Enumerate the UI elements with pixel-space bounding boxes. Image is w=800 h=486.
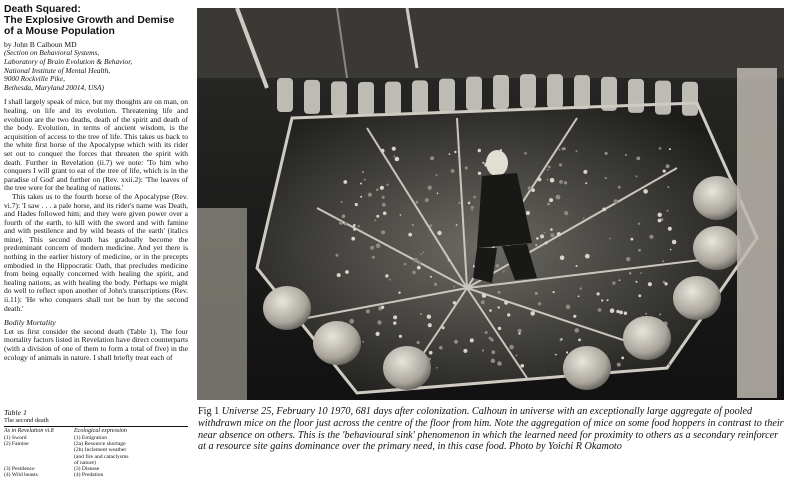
mouse-speck [509,345,514,350]
water-bottle [466,77,482,111]
mouse-speck [343,222,345,224]
mouse-speck [507,313,510,316]
mouse-speck [626,257,630,261]
mouse-speck [393,155,395,157]
back-wall [197,8,784,78]
food-hopper-jar [263,286,311,330]
mouse-speck [430,276,432,278]
table-cell: (3) Pestilence [4,466,35,473]
mouse-speck [398,292,400,294]
water-bottle [439,79,455,113]
table-subtitle: The second death [4,417,188,427]
mouse-speck [458,202,460,204]
mouse-speck [437,192,439,194]
mouse-speck [343,180,347,184]
affiliation-line: Bethesda, Maryland 20014, USA) [4,82,104,92]
table-row [4,472,188,478]
mouse-speck [516,355,518,357]
paragraph: I shall largely speak of mice, but my thoughts are on man, on healing, on life and its evolution. Threatening life and evolution are the two deaths, death of the spirit and death of the body. Evolution, in terms of ancient wisdom, is the acquisition of access to the tree of life. This takes us back to the white first horse of the Apocalypse which with its rider set out to conquer the forces that threaten the spirit with death. Further in Revelation (ii.7) we note: 'To him who conquers I will grant to eat of the tree of life, which is in the paradise of God' and further on (Rev. xxii.2): 'The leaves of the tree were for the healing of nations.' [4,97,188,193]
mouse-speck [562,147,565,150]
table-header-col1: As in Revelation vi.8 [4,428,54,434]
mouse-speck [566,351,568,353]
mouse-speck [358,225,360,227]
mouse-speck [372,256,375,259]
mouse-speck [555,354,557,356]
table-cell: (and fire and cataclysms [74,453,129,460]
mouse-speck [413,258,418,263]
mouse-speck [667,210,669,212]
water-bottle [547,74,563,108]
mouse-speck [381,306,384,309]
mouse-speck [376,243,381,248]
mouse-speck [672,240,677,245]
food-hopper-jar [693,176,741,220]
mouse-speck [547,179,549,181]
mouse-speck [659,147,662,150]
mouse-speck [524,152,527,155]
mouse-speck [482,162,484,164]
table-cell: (4) Predation [74,472,104,479]
mouse-speck [449,153,451,155]
mouse-speck [376,189,379,192]
food-hopper-jar [673,276,721,320]
mouse-speck [658,213,662,217]
mouse-speck [482,349,484,351]
mouse-speck [362,341,364,343]
mouse-speck [489,309,492,312]
food-hopper-jar [563,346,611,390]
paragraph: This takes us to the fourth horse of the Apocalypse (Rev. vi.7): 'I saw . . . a pale horse, and its rider's name was Death, and Hades followed him; and they were given power over a fourth of the earth, to kill with the sword and with famine and with pestilence and by wild beasts of the earth' (italics mine). This second death has gradually become the predominant concern of modern medicine. And yet there is nothing in the earlier history of medicine, or in the precepts embodied in the Hippocratic Oath, that precludes medicine from being equally concerned with healing the spirit, and healing nations, as with healing the body. Perhaps we might do well to reflect upon another of John's transcriptions (Rev. ii.11): 'He who conquers shall not be hurt by the second death.' [4,191,188,313]
mouse-speck [368,193,372,197]
mouse-speck [415,201,418,204]
water-bottle [277,78,293,112]
mouse-speck [436,174,438,176]
mouse-speck [425,198,429,202]
mouse-speck [528,186,532,190]
affiliation-line: (Section on Behavioral Systems, [4,48,100,58]
mouse-speck [473,196,476,199]
mouse-speck [605,152,608,155]
title-line-2: The Explosive Growth and Demise [4,15,175,27]
mouse-speck [610,308,615,313]
title-line-1: Death Squared: [4,4,81,15]
mouse-speck [535,244,537,246]
mouse-speck [638,223,640,225]
mouse-speck [392,147,396,151]
mouse-speck [337,273,341,277]
mouse-speck [559,163,562,166]
mouse-speck [451,169,455,173]
mouse-speck [576,265,578,267]
mouse-speck [602,208,606,212]
table-body [4,435,188,478]
mouse-speck [578,295,580,297]
affiliation [4,49,188,92]
mouse-speck [521,364,525,368]
mouse-speck [336,254,339,257]
table-header [4,428,188,435]
affiliation-line: 9000 Rockville Pike, [4,74,65,84]
mouse-speck [404,263,407,266]
water-bottle [628,79,644,113]
mouse-speck [353,224,356,227]
mouse-speck [585,182,587,184]
mouse-speck [400,214,402,216]
mouse-speck [478,149,481,152]
universe-25-photo [197,8,784,400]
mouse-speck [393,321,396,324]
mouse-speck [453,301,456,304]
mouse-speck [491,359,495,363]
mouse-speck [495,264,499,268]
mouse-speck [566,305,571,310]
food-hopper-jar [383,346,431,390]
mouse-speck [548,166,551,169]
mouse-speck [503,270,505,272]
mouse-speck [498,291,501,294]
mouse-speck [663,170,666,173]
mouse-speck [360,183,362,185]
mouse-speck [342,214,346,218]
water-bottle [304,80,320,114]
mouse-speck [550,233,554,237]
mouse-speck [381,230,385,234]
mouse-speck [607,299,609,301]
water-bottle [385,82,401,116]
mouse-speck [417,341,420,344]
mouse-speck [393,315,397,319]
mouse-speck [538,178,542,182]
figure-label: Fig 1 [198,406,220,417]
mouse-speck [386,184,388,186]
table-cell: (2) Famine [4,441,29,448]
mouse-speck [351,237,355,241]
mouse-speck [531,188,535,192]
mouse-speck [422,251,424,253]
mouse-speck [585,254,590,259]
table-cell: of nature) [74,459,96,466]
mouse-speck [536,237,539,240]
water-bottle [520,74,536,108]
mouse-speck [408,233,412,237]
mouse-speck [668,363,670,365]
mouse-speck [550,228,553,231]
mouse-speck [553,291,555,293]
mouse-speck [381,149,385,153]
mouse-speck [471,210,473,212]
mouse-speck [376,332,380,336]
mouse-speck [559,149,561,151]
mouse-speck [353,228,356,231]
mouse-speck [382,203,386,207]
table-cell: (2a) Resource shortage [74,441,126,448]
mouse-speck [355,203,358,206]
mouse-speck [427,315,431,319]
mouse-speck [412,271,416,275]
mouse-speck [437,231,441,235]
mouse-speck [376,215,379,218]
mouse-speck [478,172,481,175]
mouse-speck [463,349,467,353]
mouse-speck [442,326,445,329]
mouse-speck [557,232,561,236]
mouse-speck [364,179,366,181]
mouse-speck [670,249,672,251]
mouse-speck [345,270,349,274]
mouse-speck [374,219,376,221]
water-bottle [655,81,671,115]
article-title [4,4,188,38]
mouse-speck [382,196,385,199]
mouse-speck [619,279,621,281]
table-title: Table 1 [4,408,27,417]
mouse-speck [535,292,538,295]
food-hopper-jar [623,316,671,360]
mouse-speck [429,351,433,355]
mouse-speck [636,175,638,177]
section-body [4,328,188,362]
mouse-speck [564,181,567,184]
mouse-speck [436,367,438,369]
mouse-speck [471,206,474,209]
mouse-speck [669,148,671,150]
mouse-speck [434,283,437,286]
mouse-speck [448,259,450,261]
mouse-speck [377,320,381,324]
mouse-speck [341,201,343,203]
table-cell: (4) Wild beasts [4,472,38,479]
table-1 [4,408,188,478]
mouse-speck [550,178,555,183]
mouse-speck [545,241,548,244]
mouse-speck [612,281,615,284]
mouse-speck [629,272,632,275]
mouse-speck [645,313,647,315]
water-bottle [493,75,509,109]
mouse-speck [454,151,456,153]
mouse-speck [485,331,488,334]
mouse-speck [597,292,600,295]
mouse-speck [538,302,541,305]
mouse-speck [399,335,402,338]
mouse-speck [625,154,627,156]
mouse-speck [556,195,561,200]
paragraph: Let us first consider the second death (Table 1). The four mortality factors listed in Revelation have direct counterparts (with a division of one of them to form a total of five) in the ecology of animals in nature. I shall briefly treat each of [4,326,188,362]
mouse-speck [636,281,638,283]
mouse-speck [489,337,492,340]
mouse-speck [518,329,522,333]
mouse-speck [549,198,553,202]
mouse-speck [618,186,621,189]
mouse-speck [638,249,641,252]
water-bottle [331,81,347,115]
mouse-speck [601,299,603,301]
article-body [4,98,188,313]
mouse-speck [380,186,384,190]
mouse-speck [518,332,520,334]
table-cell: (1) Sword [4,435,27,441]
mouse-speck [417,266,421,270]
mouse-speck [481,300,485,304]
mouse-speck [614,199,619,204]
table-header-col2: Ecological expression [74,428,127,434]
mouse-speck [659,313,661,315]
mouse-speck [648,282,652,286]
mouse-speck [621,357,624,360]
mouse-speck [666,164,670,168]
mouse-speck [349,319,354,324]
figure-caption [198,406,788,453]
mouse-speck [453,286,455,288]
water-bottle [412,80,428,114]
section-heading: Bodily Mortality [4,318,56,328]
mouse-speck [439,346,443,350]
mouse-speck [491,350,495,354]
mouse-speck [649,235,653,239]
mouse-speck [418,261,421,264]
mouse-speck [468,202,471,205]
mouse-speck [470,338,474,342]
mouse-speck [362,171,364,173]
mouse-speck [428,323,432,327]
mouse-speck [616,310,619,313]
mouse-speck [454,340,458,344]
mouse-speck [383,212,387,216]
mouse-speck [497,361,502,366]
mouse-speck [580,287,582,289]
mouse-speck [560,339,562,341]
water-bottle [574,75,590,109]
mouse-speck [638,294,641,297]
mouse-speck [583,170,587,174]
mouse-speck [465,166,468,169]
mouse-speck [665,282,668,285]
left-wall-panel [197,208,247,400]
mouse-speck [578,339,581,342]
caption-text: Universe 25, February 10 1970, 681 days after colonization. Calhoun in universe with an exceptionally large aggregate of pooled withdrawn mice on the floor just across the centre of the floor from him. Note the aggregation of mice on some food hoppers in contrast to their near absence on others. This is the 'behavioural sink' phenomenon in which the learned need for proximity to others as a secondary reinforcer at a resource site gains dominance over the primary need, in this case food. Photo by Yoichi R Okamoto [198,406,784,453]
mouse-speck [540,234,544,238]
mouse-speck [667,186,669,188]
mouse-speck [559,180,563,184]
mouse-speck [389,279,391,281]
mouse-speck [428,186,432,190]
water-bottle [682,82,698,116]
article-column [4,4,188,482]
mouse-speck [636,157,640,161]
mouse-speck [420,313,422,315]
author-line: by John B Calhoun MD [4,39,77,49]
mouse-speck [360,196,362,198]
mouse-speck [617,363,621,367]
mouse-speck [640,272,642,274]
mouse-speck [526,211,530,215]
mouse-speck [482,293,487,298]
mouse-speck [385,274,388,277]
mouse-speck [530,311,535,316]
table-cell: (2b) Inclement weather [74,447,127,454]
mouse-speck [573,315,576,318]
mouse-speck [412,224,414,226]
table-cell: (1) Emigration [74,435,108,441]
mouse-speck [609,238,611,240]
mouse-speck [370,246,374,250]
affiliation-line: Laboratory of Brain Evolution & Behavior, [4,57,133,66]
photo-illustration [197,8,784,400]
mouse-speck [662,260,664,262]
affiliation-line: National Institute of Mental Health, [4,65,111,75]
right-wall-panel [737,68,777,398]
mouse-speck [624,312,627,315]
mouse-speck [564,211,568,215]
mouse-speck [631,238,634,241]
title-line-3: of a Mouse Population [4,26,115,38]
mouse-speck [583,218,585,220]
food-hopper-jar [313,321,361,365]
mouse-speck [598,308,602,312]
mouse-speck [576,150,578,152]
mouse-speck [547,169,549,171]
mouse-speck [658,219,662,223]
mouse-speck [560,255,565,260]
mouse-speck [575,328,580,333]
mouse-speck [605,177,607,179]
mouse-speck [504,301,508,305]
mouse-speck [498,306,500,308]
mouse-speck [430,224,433,227]
mouse-speck [395,157,400,162]
mouse-speck [366,309,370,313]
mouse-speck [619,311,623,315]
table-cell: (3) Disease [74,466,100,473]
mouse-speck [339,221,343,225]
mouse-speck [456,224,458,226]
mouse-speck [420,253,422,255]
food-hopper-jar [693,226,741,270]
mouse-speck [668,227,672,231]
mouse-speck [544,232,546,234]
mouse-speck [643,189,648,194]
water-bottle [358,82,374,116]
mouse-speck [547,203,550,206]
mouse-speck [498,327,501,330]
mouse-speck [430,156,434,160]
